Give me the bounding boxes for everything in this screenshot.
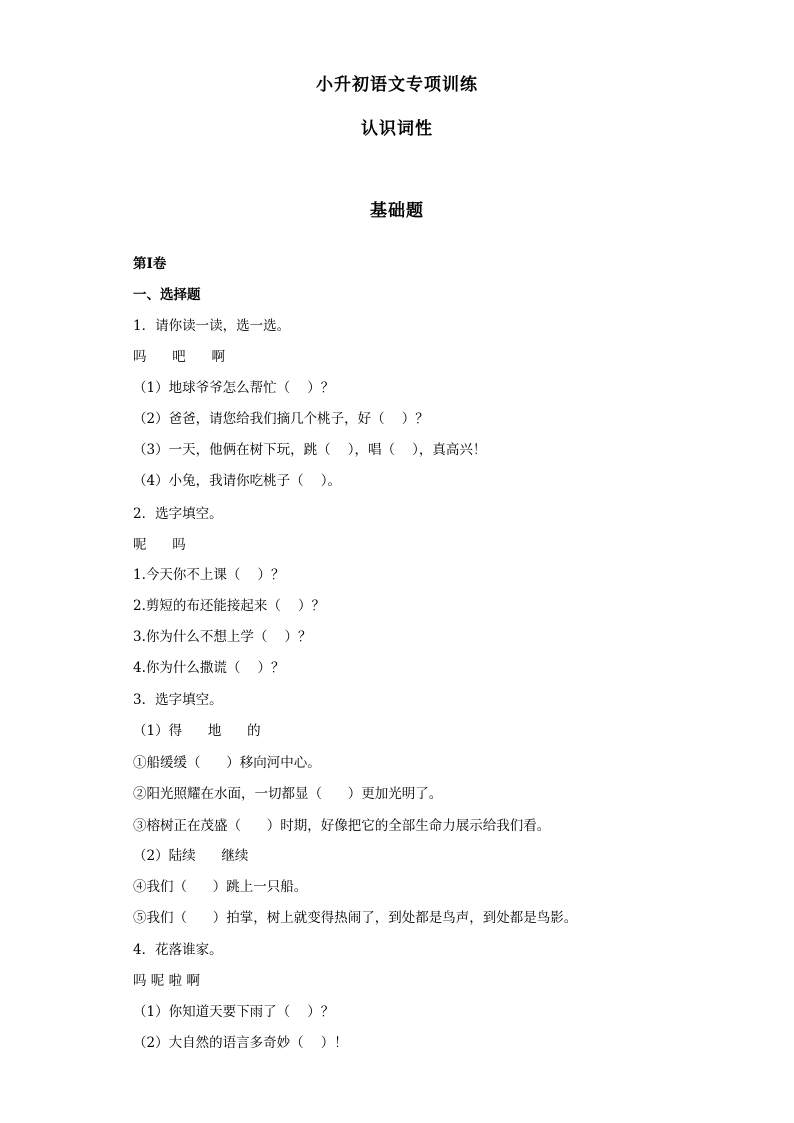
question-3-group-2-options: （2）陆续 继续 — [133, 848, 249, 864]
question-2-item: 4.你为什么撒谎（ ）？ — [133, 660, 285, 676]
question-4-stem: 4．花落谁家。 — [133, 942, 223, 958]
question-3-item: ③榕树正在茂盛（ ）时期，好像把它的全部生命力展示给我们看。 — [133, 818, 551, 834]
section-heading: 一、选择题 — [133, 287, 201, 303]
question-4-item: （1）你知道天要下雨了（ ）？ — [133, 1004, 335, 1020]
question-2-item: 3.你为什么不想上学（ ）？ — [133, 629, 312, 645]
question-3-item: ④我们（ ）跳上一只船。 — [133, 879, 308, 895]
document-title: 小升初语文专项训练 — [316, 75, 478, 95]
question-1-item: （1）地球爷爷怎么帮忙（ ）？ — [133, 380, 335, 396]
question-1-item: （2）爸爸，请您给我们摘几个桃子，好（ ）？ — [133, 411, 429, 427]
question-2-options: 呢 吗 — [133, 537, 186, 553]
question-3-item: ②阳光照耀在水面，一切都显（ ）更加光明了。 — [133, 786, 443, 802]
question-3-stem: 3．选字填空。 — [133, 692, 223, 708]
question-4-options: 吗 呢 啦 啊 — [133, 973, 200, 989]
question-2-stem: 2．选字填空。 — [133, 506, 223, 522]
document-subtitle: 认识词性 — [361, 119, 433, 139]
question-3-item: ⑤我们（ ）拍掌，树上就变得热闹了，到处都是鸟声，到处都是鸟影。 — [133, 910, 578, 926]
difficulty-heading: 基础题 — [370, 201, 424, 221]
question-4-item: （2）大自然的语言多奇妙（ ）！ — [133, 1035, 348, 1051]
volume-label: 第I卷 — [133, 256, 167, 272]
question-2-item: 1.今天你不上课（ ）？ — [133, 567, 285, 583]
question-1-options: 吗 吧 啊 — [133, 349, 225, 365]
question-1-item: （4）小兔，我请你吃桃子（ ）。 — [133, 473, 342, 489]
question-1-stem: 1．请你读一读，选一选。 — [133, 318, 291, 334]
question-3-group-1-options: （1）得 地 的 — [133, 723, 261, 739]
question-3-item: ①船缓缓（ ）移向河中心。 — [133, 755, 321, 771]
question-2-item: 2.剪短的布还能接起来（ ）？ — [133, 598, 326, 614]
question-1-item: （3）一天，他俩在树下玩，跳（ ），唱（ ），真高兴！ — [133, 442, 487, 458]
